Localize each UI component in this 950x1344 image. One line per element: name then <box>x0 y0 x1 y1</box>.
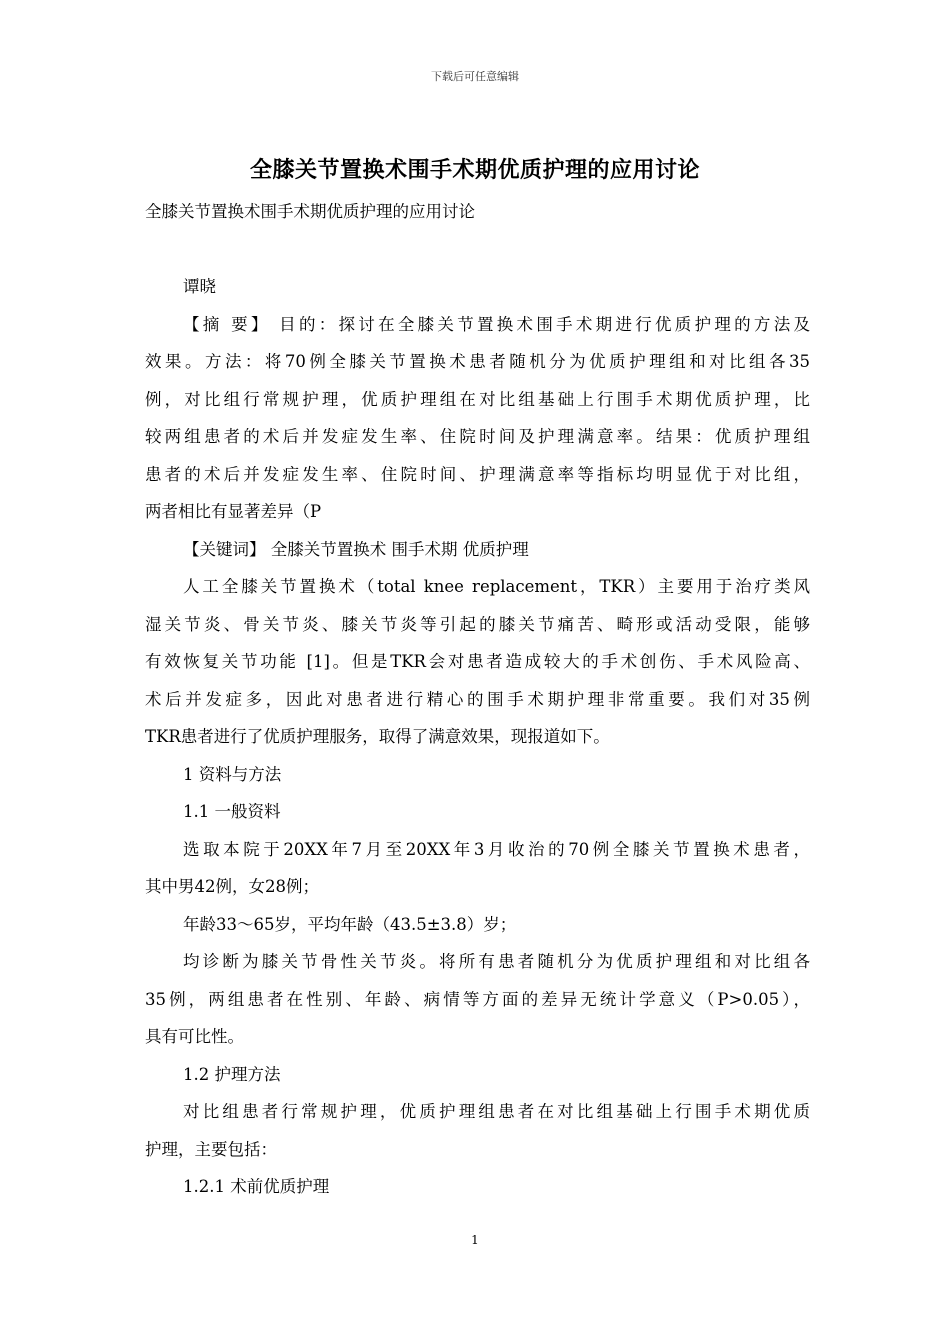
intro-line: 湿关节炎、骨关节炎、膝关节炎等引起的膝关节痛苦、畸形或活动受限，能够 <box>145 614 810 634</box>
age-line: 年龄33～65岁，平均年龄（43.5±3.8）岁； <box>183 914 517 934</box>
intro-line: 术后并发症多，因此对患者进行精心的围手术期护理非常重要。我们对35例 <box>145 689 810 709</box>
document-body <box>145 193 810 1206</box>
subsubsection-heading: 1.2.1 术前优质护理 <box>183 1177 330 1196</box>
general-line: 选取本院于20XX年7月至20XX年3月收治的70例全膝关节置换术患者， <box>183 839 810 859</box>
author: 谭晓 <box>183 277 216 296</box>
section-heading: 1 资料与方法 <box>183 764 282 784</box>
diagnosis-line: 具有可比性。 <box>145 1027 244 1046</box>
abstract-line: 【摘 要】 目的：探讨在全膝关节置换术围手术期进行优质护理的方法及 <box>183 314 810 334</box>
abstract-line: 患者的术后并发症发生率、住院时间、护理满意率等指标均明显优于对比组， <box>145 464 810 484</box>
intro-line: 有效恢复关节功能 [1]。但是TKR会对患者造成较大的手术创伤、手术风险高、 <box>145 652 810 671</box>
document-title: 全膝关节置换术围手术期优质护理的应用讨论 <box>249 157 700 183</box>
intro-line: TKR患者进行了优质护理服务，取得了满意效果，现报道如下。 <box>145 727 610 746</box>
abstract-line: 较两组患者的术后并发症发生率、住院时间及护理满意率。结果：优质护理组 <box>145 427 810 446</box>
subsection-heading: 1.2 护理方法 <box>183 1064 281 1084</box>
abstract-line: 两者相比有显著差异（P <box>145 502 322 521</box>
diagnosis-line: 均诊断为膝关节骨性关节炎。将所有患者随机分为优质护理组和对比组各 <box>183 952 810 971</box>
abstract-line: 例，对比组行常规护理，优质护理组在对比组基础上行围手术期优质护理，比 <box>145 389 810 409</box>
subtitle: 全膝关节置换术围手术期优质护理的应用讨论 <box>145 202 475 221</box>
header-note: 下载后可任意编辑 <box>431 70 519 83</box>
intro-line: 人工全膝关节置换术（total knee replacement，TKR）主要用于治疗类风 <box>183 577 810 596</box>
abstract-line: 效果。方法：将70例全膝关节置换术患者随机分为优质护理组和对比组各35 <box>145 352 810 371</box>
blank-line <box>145 231 810 269</box>
page-number: 1 <box>471 1233 479 1247</box>
subsection-heading: 1.1 一般资料 <box>183 802 281 821</box>
keywords: 【关键词】 全膝关节置换术 围手术期 优质护理 <box>183 539 529 559</box>
general-line: 其中男42例，女28例； <box>145 877 319 896</box>
diagnosis-line: 35例，两组患者在性别、年龄、病情等方面的差异无统计学意义（P>0.05）， <box>145 989 810 1009</box>
method-line: 对比组患者行常规护理，优质护理组患者在对比组基础上行围手术期优质 <box>183 1102 810 1121</box>
method-line: 护理，主要包括： <box>145 1139 277 1159</box>
